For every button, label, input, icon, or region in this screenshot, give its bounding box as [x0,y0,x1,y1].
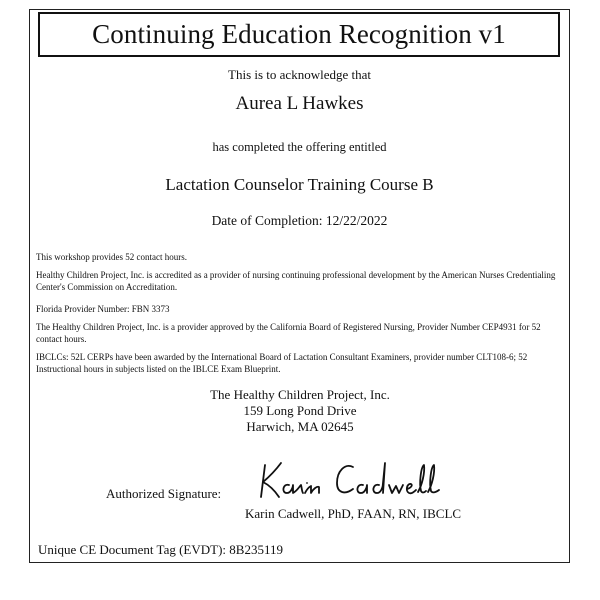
recipient-name: Aurea L Hawkes [235,93,364,114]
signer-name: Karin Cadwell, PhD, FAAN, RN, IBCLC [245,506,462,521]
signature-image [255,455,455,505]
california-provider-note: The Healthy Children Project, Inc. is a provider approved by the California Board of Registered Nursing, Provider Number CEP4931 for 52 contact hours. [36,322,541,344]
completed-line: has completed the offering entitled [212,140,387,154]
accreditation-note: Healthy Children Project, Inc. is accredited as a provider of nursing continuing professional development by the American Nurses Credentialing Center's Commission on Accreditation. [36,270,556,292]
organization-address [150,387,450,435]
course-title: Lactation Counselor Training Course B [165,175,434,194]
contact-hours-note: This workshop provides 52 contact hours. [36,252,187,262]
organization-street: 159 Long Pond Drive [243,403,357,418]
organization-name: The Healthy Children Project, Inc. [210,387,390,402]
document-tag: Unique CE Document Tag (EVDT): 8B235119 [38,542,283,557]
acknowledge-line: This is to acknowledge that [228,67,371,82]
florida-provider-note: Florida Provider Number: FBN 3373 [36,304,170,314]
authorized-signature-label: Authorized Signature: [106,486,222,501]
organization-city: Harwich, MA 02645 [246,419,354,434]
iblce-note: IBCLCs: 52L CERPs have been awarded by the International Board of Lactation Consultant Examiners, provider number CLT108-6; 52 Instructional hours in subjects listed on the IBLCE Exam Blueprint. [36,352,528,374]
certificate-title: Continuing Education Recognition v1 [38,12,560,57]
completion-date: Date of Completion: 12/22/2022 [211,213,388,228]
